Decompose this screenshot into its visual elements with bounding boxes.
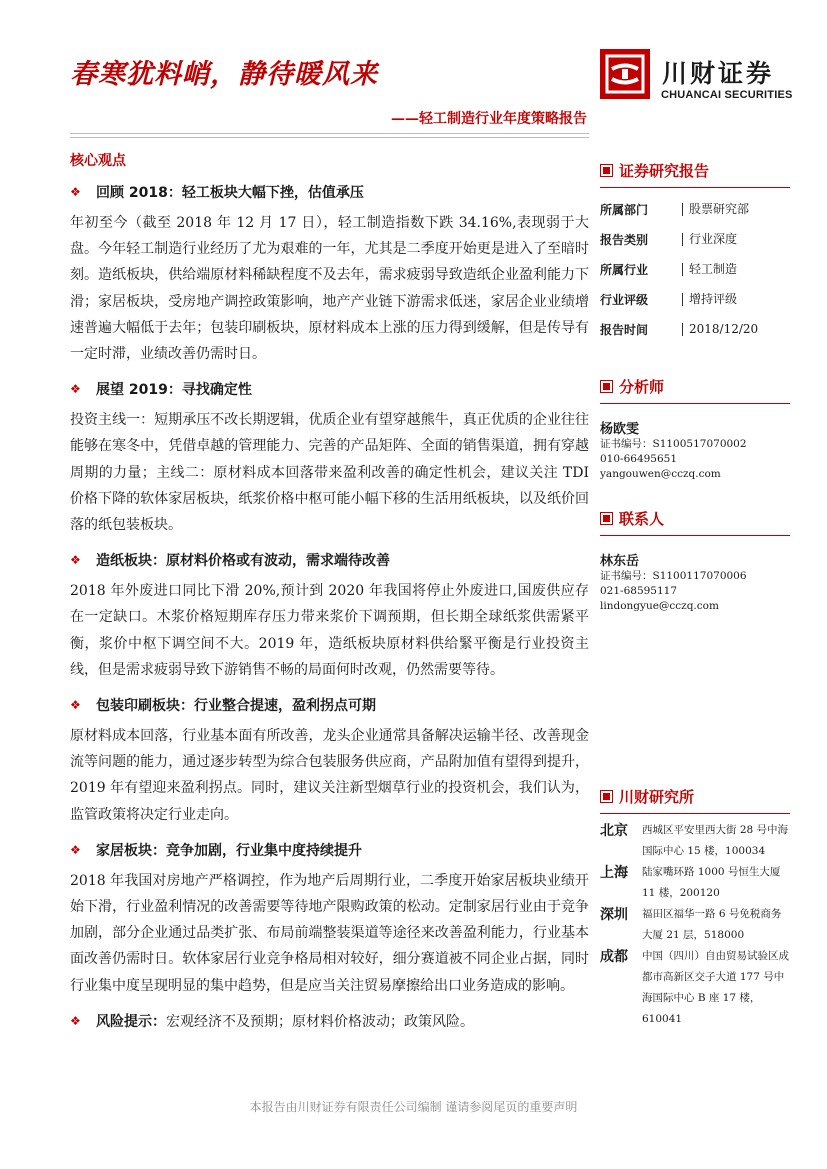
section-body: 2018 年外废进口同比下滑 20%,预计到 2020 年我国将停止外废进口,国废供应存在一定缺口。木浆价格短期库存压力带来浆价下调预期，但长期全球纸浆供需紧平衡，浆价中枢下调空间不大。2019 年，造纸板块原材料供给緊平衡是行业投资主线，但是需求疲弱导致下游销售不畅的局面何时改观，仍然需要等待。 <box>70 583 589 678</box>
main-content <box>70 150 589 1031</box>
square-marker-icon <box>600 164 613 177</box>
info-row: 行业评级 增持评级 <box>600 291 738 307</box>
diamond-bullet-icon: ❖ <box>70 382 81 397</box>
analyst-name: 杨欧雯 <box>600 422 640 437</box>
square-marker-icon <box>600 380 613 393</box>
report-title: 春寒犹料峭，静待暖风来 <box>70 59 378 90</box>
office-item: 上海 陆家嘴环路 1000 号恒生大厦 11 楼，200120 <box>600 865 781 899</box>
contact-header: 联系人 <box>600 508 790 529</box>
section-heading: ❖ 展望 2019：寻找确定性 <box>70 382 252 399</box>
report-info-table <box>600 194 790 344</box>
sidebar-divider <box>600 403 790 404</box>
office-list <box>600 820 790 1030</box>
institute-header: 川财研究所 <box>600 786 790 807</box>
core-views-label: 核心观点 <box>70 153 126 169</box>
diamond-bullet-icon: ❖ <box>70 1013 81 1028</box>
header-divider <box>70 137 589 138</box>
risk-warning <box>70 1011 589 1031</box>
section-heading: ❖ 家居板块：竞争加剧，行业集中度持续提升 <box>70 842 362 859</box>
section-heading: ❖ 包装印刷板块：行业整合提速，盈利拐点可期 <box>70 698 376 715</box>
office-item: 成都 中国（四川）自由贸易试验区成都市高新区交子大道 177 号中海国际中心 B 座 17 楼，610041 <box>600 949 789 1025</box>
diamond-bullet-icon: ❖ <box>70 553 81 568</box>
sidebar-divider <box>600 535 790 536</box>
analyst-email[interactable]: yangouwen@cczq.com <box>600 468 721 480</box>
sidebar-divider <box>600 813 790 814</box>
sidebar <box>600 160 790 1030</box>
office-item: 北京 西城区平安里西大街 28 号中海国际中心 15 楼，100034 <box>600 823 789 857</box>
risk-label: 风险提示： <box>96 1013 166 1030</box>
diamond-bullet-icon: ❖ <box>70 842 81 857</box>
analyst-phone: 010-66495651 <box>600 453 678 465</box>
sidebar-divider <box>600 187 790 188</box>
section-heading: ❖ 回顾 2018：轻工板块大幅下挫，估值承压 <box>70 185 364 201</box>
square-marker-icon <box>600 790 613 803</box>
section-heading: ❖ 造纸板块：原材料价格或有波动，需求端待改善 <box>70 553 390 570</box>
section-body: 原材料成本回落，行业基本面有所改善，龙头企业通常具备解决运输半径、改善现金流等问题的能力，通过逐步转型为综合包装服务供应商，产品附加值有望得到提升，2019 年有望迎来盈利拐点。同时，建议关注新型烟草行业的投资机会，我们认为，监管政策将决定行业走向。 <box>70 728 589 823</box>
contact-name: 林东岳 <box>600 554 640 569</box>
square-marker-icon <box>600 512 613 525</box>
contact-email[interactable]: lindongyue@cczq.com <box>600 600 719 612</box>
report-subtitle: ——轻工制造行业年度策略报告 <box>391 111 587 127</box>
diamond-bullet-icon: ❖ <box>70 185 81 199</box>
info-row: 报告类别 行业深度 <box>600 231 738 247</box>
info-row: 报告时间 2018/12/20 <box>600 321 759 337</box>
info-row: 所属行业 轻工制造 <box>600 261 738 277</box>
analyst-header: 分析师 <box>600 376 790 397</box>
report-info-header: 证券研究报告 <box>600 160 790 181</box>
header-divider <box>70 133 589 134</box>
risk-text: 宏观经济不及预期；原材料价格波动；政策风险。 <box>166 1013 474 1030</box>
section-body: 年初至今（截至 2018 年 12 月 17 日），轻工制造指数下跌 34.16%,表现弱于大盘。今年轻工制造行业经历了尤为艰难的一年，尤其是二季度开始更是进入了至暗时刻。造纸板块，供给端原材料稀缺程度不及去年，需求疲弱导致造纸企业盈利能力下滑；家居板块，受房地产调控政策影响，地产产业链下游需求低迷，家居企业业绩增速普遍大幅低于去年；包装印刷板块，原材料成本上涨的压力得到缓解，但是传导有一定时滞，业绩改善仍需时日。 <box>70 215 589 363</box>
contact-phone: 021-68595117 <box>600 585 678 597</box>
contact-cert: 证书编号：S1100117070006 <box>600 570 747 582</box>
page-footer: 本报告由川财证券有限责任公司编制 谨请参阅尾页的重要声明 <box>249 1100 578 1114</box>
section-body: 投资主线一：短期承压不改长期逻辑，优质企业有望穿越熊牛，真正优质的企业往往能够在寒冬中，凭借卓越的管理能力、完善的产品矩阵、全面的销售渠道，拥有穿越周期的力量；主线二：原材料成本回落带来盈利改善的确定性机会，建议关注 TDI 价格下降的软体家居板块，纸浆价格中枢可能小幅下移的生活用纸板块，以及纸价回落的纸包装板块。 <box>70 412 589 534</box>
company-logo-icon <box>600 49 650 99</box>
diamond-bullet-icon: ❖ <box>70 698 81 713</box>
analyst-cert: 证书编号：S1100517070002 <box>600 438 747 450</box>
office-item: 深圳 福田区福华一路 6 号免税商务大厦 21 层，518000 <box>600 907 782 941</box>
section-body: 2018 年我国对房地产严格调控，作为地产后周期行业，二季度开始家居板块业绩开始下滑，行业盈利情况的改善需要等待地产限购政策的松动。定制家居行业由于竞争加剧，部分企业通过品类扩张、布局前端整装渠道等途径来改善盈利能力，行业基本面改善仍需时日。软体家居行业竞争格局相对较好，细分赛道被不同企业占据，同时行业集中度呈现明显的集中趋势，但是应当关注贸易摩擦给出口业务造成的影响。 <box>70 872 589 994</box>
company-logo-english: CHUANCAI SECURITIES <box>661 89 793 101</box>
company-logo-text: 川财证券 <box>662 59 775 88</box>
info-row: 所属部门 股票研究部 <box>600 201 750 217</box>
